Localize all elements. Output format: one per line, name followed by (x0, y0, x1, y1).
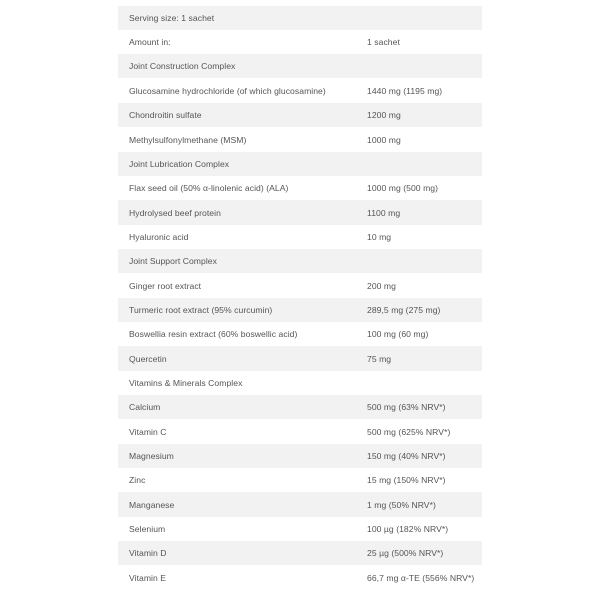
row-value: 1000 mg (500 mg) (367, 183, 439, 193)
row-label: Flax seed oil (50% α-linolenic acid) (ALA) (129, 183, 289, 193)
table-row (118, 565, 482, 590)
row-label: Amount in: (129, 37, 171, 47)
row-value: 500 mg (625% NRV*) (367, 426, 451, 437)
row-label: Vitamin E (129, 572, 167, 583)
row-value: 1 sachet (367, 37, 400, 47)
section-header-vitamins-minerals (118, 371, 482, 395)
table-row (118, 468, 482, 492)
table-row (118, 200, 482, 225)
row-label: Glucosamine hydrochloride (of which glucosamine) (129, 85, 326, 96)
table-row-amount-in (118, 30, 482, 54)
table-row (118, 176, 482, 200)
row-value: 289,5 mg (275 mg) (367, 305, 441, 315)
table-row (118, 103, 482, 127)
row-label: Vitamin C (129, 426, 167, 437)
row-label: Turmeric root extract (95% curcumin) (129, 305, 273, 315)
row-value: 1100 mg (367, 207, 401, 218)
table-row (118, 78, 482, 103)
table-row (118, 492, 482, 517)
nutrition-table (118, 6, 482, 590)
table-row (118, 444, 482, 468)
table-row (118, 225, 482, 249)
row-label: Quercetin (129, 353, 167, 364)
row-label: Zinc (129, 475, 146, 485)
row-label: Hyaluronic acid (129, 232, 189, 242)
table-row (118, 419, 482, 444)
table-row (118, 541, 482, 565)
row-value: 100 µg (182% NRV*) (367, 524, 449, 534)
table-row (118, 322, 482, 346)
table-row (118, 346, 482, 371)
section-header-joint-lubrication (118, 152, 482, 176)
row-label: Selenium (129, 524, 166, 534)
section-label: Joint Lubrication Complex (129, 159, 230, 169)
table-row-serving-size (118, 6, 482, 30)
row-label: Hydrolysed beef protein (129, 207, 221, 218)
row-value: 75 mg (367, 353, 392, 364)
table-row (118, 517, 482, 541)
table-row (118, 298, 482, 322)
row-value: 1000 mg (367, 134, 401, 145)
table-row (118, 127, 482, 152)
row-label: Methylsulfonylmethane (MSM) (129, 134, 247, 145)
row-label: Magnesium (129, 451, 174, 461)
section-header-joint-support (118, 249, 482, 273)
row-label: Boswellia resin extract (60% boswellic acid) (129, 329, 298, 339)
table-row (118, 395, 482, 419)
row-label: Manganese (129, 499, 175, 510)
row-label: Chondroitin sulfate (129, 110, 202, 120)
row-label: Ginger root extract (129, 280, 202, 291)
row-value: 10 mg (367, 232, 392, 242)
row-value: 1 mg (50% NRV*) (367, 499, 436, 510)
section-label: Joint Support Complex (129, 256, 217, 266)
table-row (118, 273, 482, 298)
row-value: 25 µg (500% NRV*) (367, 548, 444, 558)
row-value: 500 mg (63% NRV*) (367, 402, 446, 412)
row-value: 150 mg (40% NRV*) (367, 451, 446, 461)
section-header-joint-construction (118, 54, 482, 78)
row-label: Vitamin D (129, 548, 167, 558)
row-value: 1440 mg (1195 mg) (367, 85, 443, 96)
row-value: 66,7 mg α-TE (556% NRV*) (367, 572, 475, 583)
row-value: 200 mg (367, 280, 396, 291)
row-label: Serving size: 1 sachet (129, 13, 215, 23)
section-label: Joint Construction Complex (129, 61, 236, 71)
section-label: Vitamins & Minerals Complex (129, 378, 243, 388)
row-value: 15 mg (150% NRV*) (367, 475, 446, 485)
row-label: Calcium (129, 402, 161, 412)
row-value: 1200 mg (367, 110, 401, 120)
row-value: 100 mg (60 mg) (367, 329, 429, 339)
